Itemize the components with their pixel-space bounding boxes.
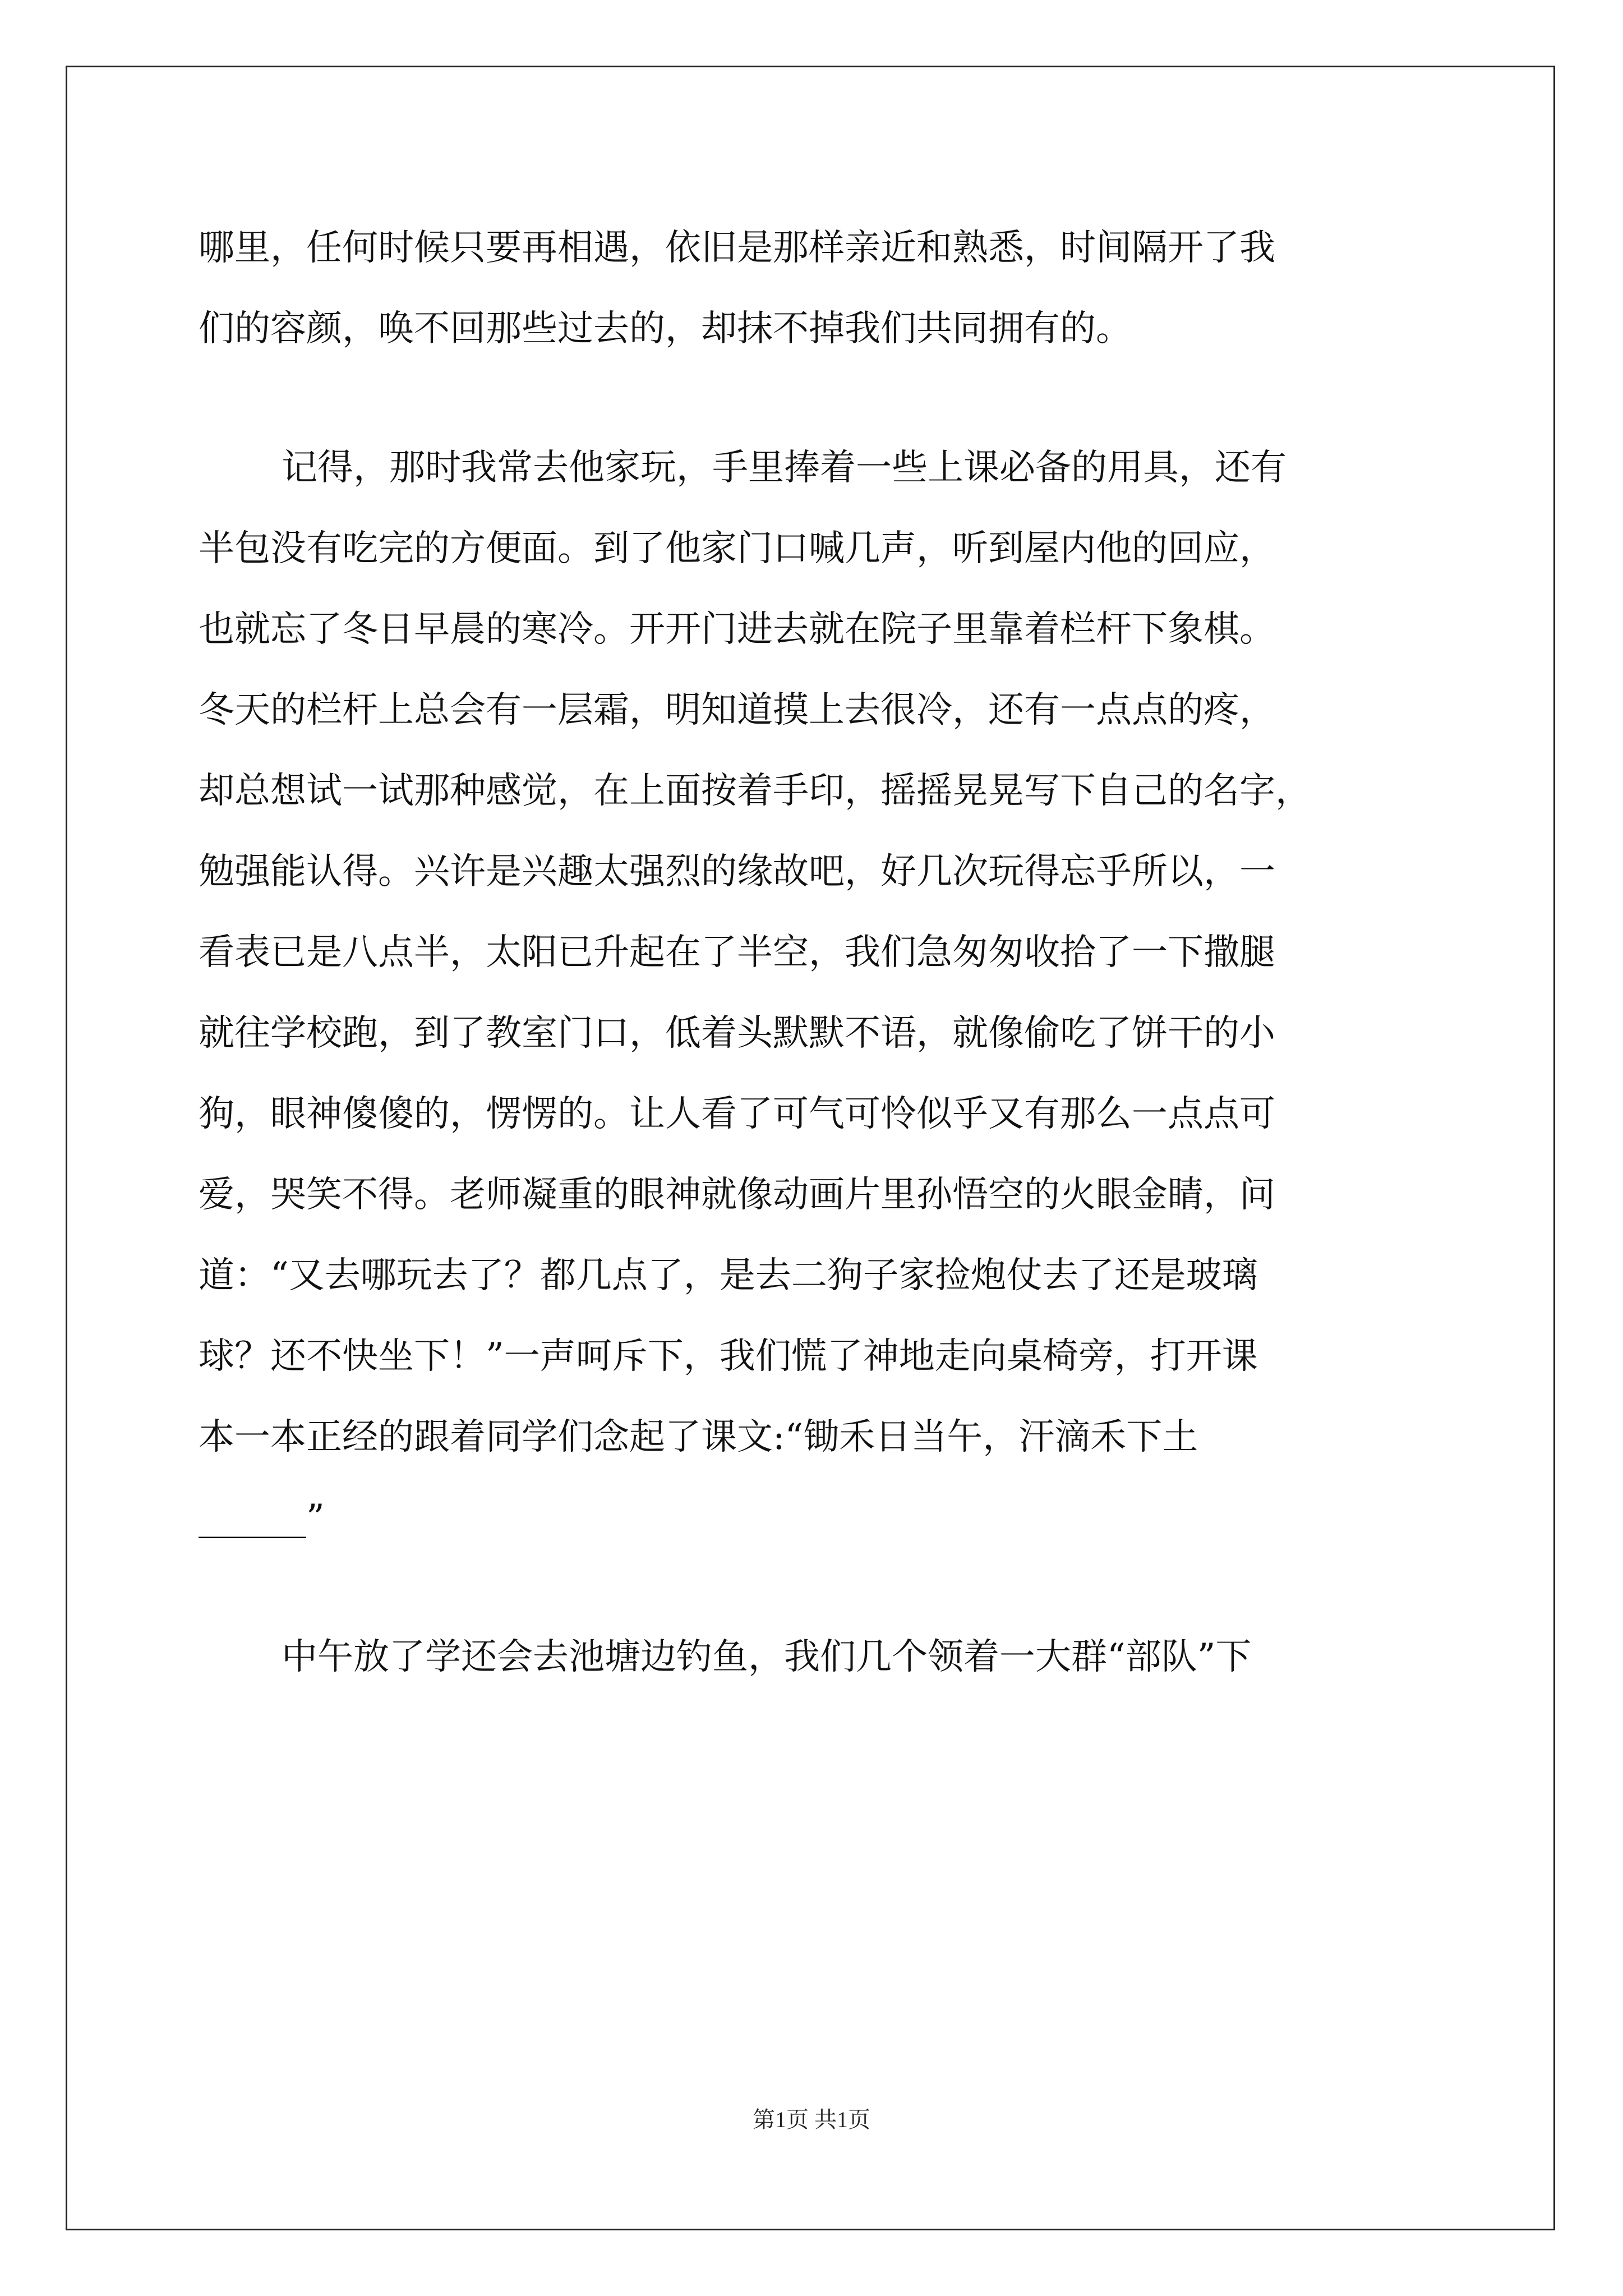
- paragraph-line: 看表已是八点半，太阳已升起在了半空，我们急匆匆收拾了一下撒腿: [199, 932, 1275, 973]
- paragraph-line: 勉强能认得。兴许是兴趣太强烈的缘故吧，好几次玩得忘乎所以，一: [199, 851, 1275, 892]
- paragraph-line: 狗，眼神傻傻的，愣愣的。让人看了可气可怜似乎又有那么一点点可: [199, 1093, 1275, 1135]
- paragraph-line: 爱，哭笑不得。老师凝重的眼神就像动画片里孙悟空的火眼金睛，问: [199, 1174, 1275, 1216]
- paragraph-line: ______”: [199, 1497, 325, 1539]
- paragraph-line: 球？还不快坐下！”一声呵斥下，我们慌了神地走向桌椅旁，打开课: [199, 1336, 1258, 1377]
- page-footer: 第1页 共1页: [753, 2107, 870, 2132]
- paragraph-line: 道：“又去哪玩去了？都几点了，是去二狗子家捡炮仗去了还是玻璃: [199, 1255, 1258, 1296]
- paragraph-line: 们的容颜，唤不回那些过去的，却抹不掉我们共同拥有的。: [199, 308, 1132, 349]
- paragraph-line: 却总想试一试那种感觉，在上面按着手印，摇摇晃晃写下自己的名字，: [199, 770, 1311, 812]
- paragraph-line: 中午放了学还会去池塘边钓鱼，我们几个领着一大群“部队”下: [282, 1636, 1252, 1678]
- page-frame: [66, 66, 1555, 2230]
- paragraph-line: 本一本正经的跟着同学们念起了课文:“锄禾日当午，汗滴禾下土: [199, 1416, 1198, 1458]
- paragraph-line: 就往学校跑，到了教室门口，低着头默默不语，就像偷吃了饼干的小: [199, 1013, 1275, 1054]
- paragraph-line: 哪里，任何时候只要再相遇，依旧是那样亲近和熟悉，时间隔开了我: [199, 227, 1275, 269]
- paragraph-line: 半包没有吃完的方便面。到了他家门口喊几声，听到屋内他的回应，: [199, 528, 1275, 569]
- paragraph-line: 记得，那时我常去他家玩，手里捧着一些上课必备的用具，还有: [282, 447, 1287, 489]
- paragraph-line: 也就忘了冬日早晨的寒冷。开开门进去就在院子里靠着栏杆下象棋。: [199, 609, 1275, 650]
- paragraph-line: 冬天的栏杆上总会有一层霜，明知道摸上去很冷，还有一点点的疼，: [199, 689, 1275, 731]
